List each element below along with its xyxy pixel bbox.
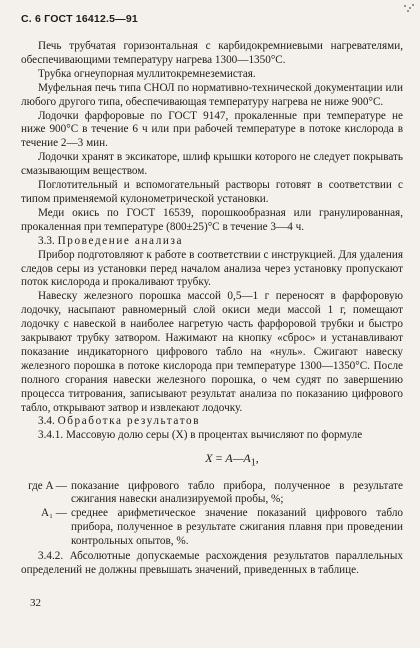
definition-symbol: где A — xyxy=(28,479,67,492)
section-title: Проведение анализа xyxy=(57,234,184,247)
formula-rhs: A—A xyxy=(225,451,251,466)
formula: $X = A—A_1$, xyxy=(205,451,259,469)
section-heading-3-3 xyxy=(21,235,403,249)
paragraph-3-4-2: 3.4.2. Абсолютные допускаемые расхождения результатов параллельных определений не должны превышать значений, приведенных в таблице. xyxy=(21,550,403,577)
section-heading-3-4 xyxy=(21,415,403,429)
definition-text: показание цифрового табло прибора, полученное в результате сжигания навески анализируемой пробы, %; xyxy=(71,479,403,506)
section-title: Обработка результатов xyxy=(57,415,201,428)
section-number: 3.3. xyxy=(38,234,55,247)
paragraph: Поглотительный и вспомогательный растворы готовят в соответствии с типом применяемой кулонометрической установки. xyxy=(21,179,403,205)
paragraph: Муфельная печь типа СНОЛ по нормативно-технической документации или любого другого типа, обеспечивающая температуру нагрева не ниже 900°С. xyxy=(21,81,403,108)
page-header: С. 6 ГОСТ 16412.5—91 xyxy=(21,13,138,25)
definition-symbol: A₁ — xyxy=(41,507,67,520)
section-number: 3.4. xyxy=(38,415,55,428)
page-number: 32 xyxy=(30,597,41,609)
paragraph: Лодочки фарфоровые по ГОСТ 9147, прокаленные при температуре не ниже 900°С в течение 6 ч или при рабочей температуре в потоке кислорода в течение 2—3 мин. xyxy=(21,109,403,150)
paragraph: Прибор подготовляют к работе в соответствии с инструкцией. Для удаления следов серы из установки перед началом анализа через установку пропускают поток кислорода и прокаливают трубку. xyxy=(21,248,403,289)
definition-a1 xyxy=(21,507,403,549)
paragraph: Печь трубчатая горизонтальная с карбидокремниевыми нагревателями, обеспечивающими температуру нагрева 1300—1350°С. xyxy=(21,40,403,66)
definition-a xyxy=(21,480,403,508)
formula-tail: , xyxy=(255,451,259,466)
formula-subscript: 1 xyxy=(250,457,256,469)
paragraph: Меди окись по ГОСТ 16539, порошкообразная или гранулированная, прокаленная при температуре (800±25)°С в течение 3—4 ч. xyxy=(21,206,403,233)
paragraph-3-4-1: 3.4.1. Массовую долю серы (X) в процентах вычисляют по формуле xyxy=(38,429,363,442)
paragraph: Трубка огнеупорная муллитокремнеземистая. xyxy=(38,67,256,80)
scan-speck xyxy=(402,4,414,12)
document-body xyxy=(21,40,403,578)
formula-lhs: X xyxy=(205,451,213,466)
definition-text: среднее арифметическое значение показаний цифрового табло прибора, полученное в результате сжигания плавня при проведении контрольных опытов, %. xyxy=(71,507,403,548)
paragraph: Навеску железного порошка массой 0,5—1 г переносят в фарфоровую лодочку, насыпают равномерный слой окиси меди массой 1 г, помещают лодочку с навеской в наиболее нагретую часть фарфоровой трубки и быстро закрывают трубку затвором. Нажимают на кнопку «сброс» и устанавливают показание индикаторного цифрового табло на «нуль». Сжигают навеску железного порошка в потоке кислорода при температуре 1300—1350°С. После полного сгорания навески железного порошка, о чем судят по завершению процесса титрования, записывают результат анализа по показанию цифрового табло, открывают затвор и извлекают лодочку. xyxy=(21,290,403,414)
paragraph: Лодочки хранят в эксикаторе, шлиф крышки которого не следует покрывать смазывающим веществом. xyxy=(21,151,403,178)
